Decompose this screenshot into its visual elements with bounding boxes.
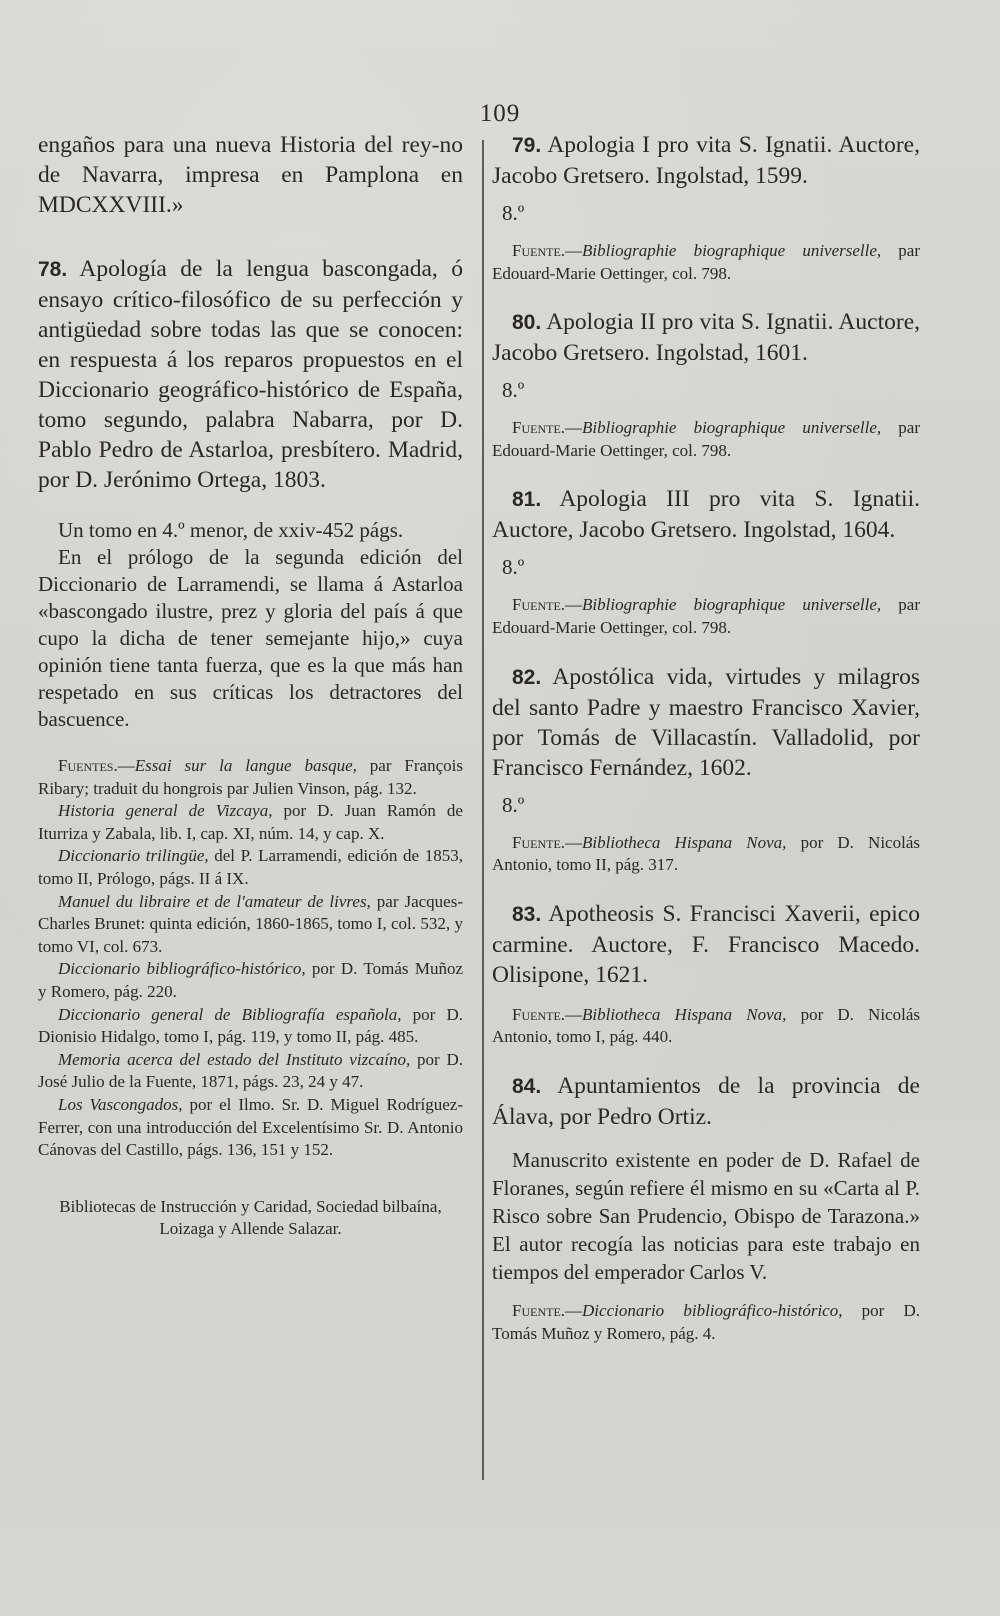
entry-format: 8.º — [502, 201, 525, 225]
entry-source: Fuente.—Bibliographie biographique universelle, par Edouard-Marie Oettinger, col. 798. — [492, 241, 920, 283]
entry-title: Apuntamientos de la provincia de Álava, por Pedro Ortiz. — [492, 1072, 920, 1130]
entry-source: Fuente.—Bibliotheca Hispana Nova, por D. Nicolás Antonio, tomo II, pág. 317. — [492, 832, 920, 875]
entry-source: Fuente.—Bibliographie biographique universelle, par Edouard-Marie Oettinger, col. 798. — [492, 418, 920, 460]
source-detail: par François Ribary; traduit du hongrois par Julien Vinson, pág. 132. — [38, 756, 463, 798]
page-number: 109 — [479, 100, 521, 127]
entry-title: Apotheosis S. Francisci Xaverii, epico carmine. Auctore, F. Francisco Macedo. Olisipone, 1621. — [492, 900, 920, 988]
entry-84 — [492, 1071, 920, 1345]
entry-number: 81. — [512, 488, 542, 512]
source-title: Essai sur la langue basque, — [134, 756, 357, 775]
entry-note: Manuscrito existente en poder de D. Rafael de Floranes, según refiere él mismo en su «Carta al P. Risco sobre San Prudencio, Obispo de Tarazona.» El autor recogía las noticias para este trabajo en tiempos del emperador Carlos V. — [492, 1147, 920, 1284]
source-detail: por D. Tomás Muñoz y Romero, pág. 220. — [38, 959, 463, 1001]
entry-80 — [492, 307, 920, 462]
source-title: Diccionario general de Bibliografía española, — [58, 1004, 402, 1024]
entry-number: 78. — [38, 258, 68, 281]
source-detail: par Jacques-Charles Brunet: quinta edición, 1860-1865, tomo I, col. 532, y tomo VI, col. 673. — [38, 891, 463, 956]
source-item — [38, 958, 463, 1003]
entry-title: Apostólica vida, virtudes y milagros del santo Padre y maestro Francisco Xavier, por Tomás de Villacastín. Valladolid, por Francisco Fernández, 1602. — [492, 663, 920, 781]
entry-83 — [492, 899, 920, 1049]
source-title: Diccionario bibliográfico-histórico, — [58, 959, 306, 979]
source-title: Memoria acerca del estado del Instituto vizcaíno, — [58, 1049, 411, 1069]
libraries-note: Bibliotecas de Instrucción y Caridad, Sociedad bilbaína, Loizaga y Allende Salazar. — [59, 1196, 442, 1239]
source-detail: por el Ilmo. Sr. D. Miguel Rodríguez-Ferrer, con una introducción del Excelentísimo Sr. D. Antonio Cánovas del Castillo, págs. 136, 151 y 152. — [38, 1094, 463, 1160]
source-title: Los Vascongados, — [58, 1094, 183, 1114]
source-title: Diccionario trilingüe, — [58, 846, 209, 866]
entry-number: 82. — [512, 665, 542, 689]
entry-format: 8.º — [502, 555, 525, 580]
sources-block — [38, 755, 463, 1241]
entry-number: 84. — [512, 1074, 542, 1098]
entry-number: 79. — [512, 134, 542, 157]
source-title: Manuel du libraire et de l'amateur de livres, — [58, 891, 371, 911]
entry-82 — [492, 662, 920, 877]
entry-title: Apología de la lengua bascongada, ó ensayo crítico-filosófico de su perfección y antigüedad sobre todas las que se conocen: en respuesta á los reparos propuestos en el Diccionario geográfico-histórico de España, tomo segundo, palabra Nabarra, por D. Pablo Pedro de Astarloa, presbítero. Madrid, por D. Jerónimo Ortega, 1803. — [38, 256, 463, 493]
source-item — [38, 845, 463, 890]
entry-title: Apologia III pro vita S. Ignatii. Auctore, Jacobo Gretsero. Ingolstad, 1604. — [492, 486, 920, 544]
entry-note: En el prólogo de la segunda edición del Diccionario de Larramendi, se llama á Astarloa «bascongado ilustre, prez y gloria del país á que cupo la dicha de tener semejante hijo,» cuya opinión tiene tanta fuerza, que es la que más han respetado en sus críticas los detractores del bascuence. — [38, 545, 463, 731]
source-item — [38, 1094, 463, 1162]
column-divider — [482, 140, 484, 1480]
source-item — [38, 1004, 463, 1049]
entry-title: Apologia II pro vita S. Ignatii. Auctore, Jacobo Gretsero. Ingolstad, 1601. — [492, 309, 920, 367]
source-detail: por D. Dionisio Hidalgo, tomo I, pág. 119, y tomo II, pág. 485. — [38, 1004, 463, 1047]
left-column — [38, 130, 463, 1241]
entry-source: Fuente.—Bibliotheca Hispana Nova, por D. Nicolás Antonio, tomo I, pág. 440. — [492, 1004, 920, 1047]
source-item — [38, 800, 463, 845]
source-title: Historia general de Vizcaya, — [58, 801, 273, 821]
entry-number: 83. — [512, 902, 542, 926]
source-item — [38, 1049, 463, 1094]
source-detail: del P. Larramendi, edición de 1853, tomo II, Prólogo, págs. II á IX. — [38, 846, 463, 888]
source-item — [38, 891, 463, 959]
source-item: Fuentes.—Essai sur la langue basque, par François Ribary; traduit du hongrois par Julien Vinson, pág. 132. — [38, 756, 463, 798]
entry-81 — [492, 484, 920, 639]
right-column — [492, 130, 920, 1345]
entry-title: Apologia I pro vita S. Ignatii. Auctore, Jacobo Gretsero. Ingolstad, 1599. — [492, 132, 920, 189]
entry-format: Un tomo en 4.º menor, de xxiv-452 págs. — [58, 518, 404, 542]
sources-label: Fuentes. — [58, 756, 118, 775]
source-detail: por D. Juan Ramón de Iturriza y Zabala, lib. I, cap. XI, núm. 14, y cap. X. — [38, 801, 463, 843]
entry-format: 8.º — [502, 792, 525, 817]
entry-source: Fuente.—Diccionario bibliográfico-histórico, por D. Tomás Muñoz y Romero, pág. 4. — [492, 1300, 920, 1343]
entry-format: 8.º — [502, 378, 525, 403]
entry-79 — [492, 130, 920, 285]
entry-number: 80. — [512, 311, 542, 335]
source-detail: por D. José Julio de la Fuente, 1871, págs. 23, 24 y 47. — [38, 1049, 463, 1092]
entry-78 — [38, 254, 463, 495]
intro-text: engaños para una nueva Historia del rey-no de Navarra, impresa en Pamplona en MDCXXVIII.» — [38, 132, 463, 218]
entry-source: Fuente.—Bibliographie biographique universelle, par Edouard-Marie Oettinger, col. 798. — [492, 595, 920, 637]
